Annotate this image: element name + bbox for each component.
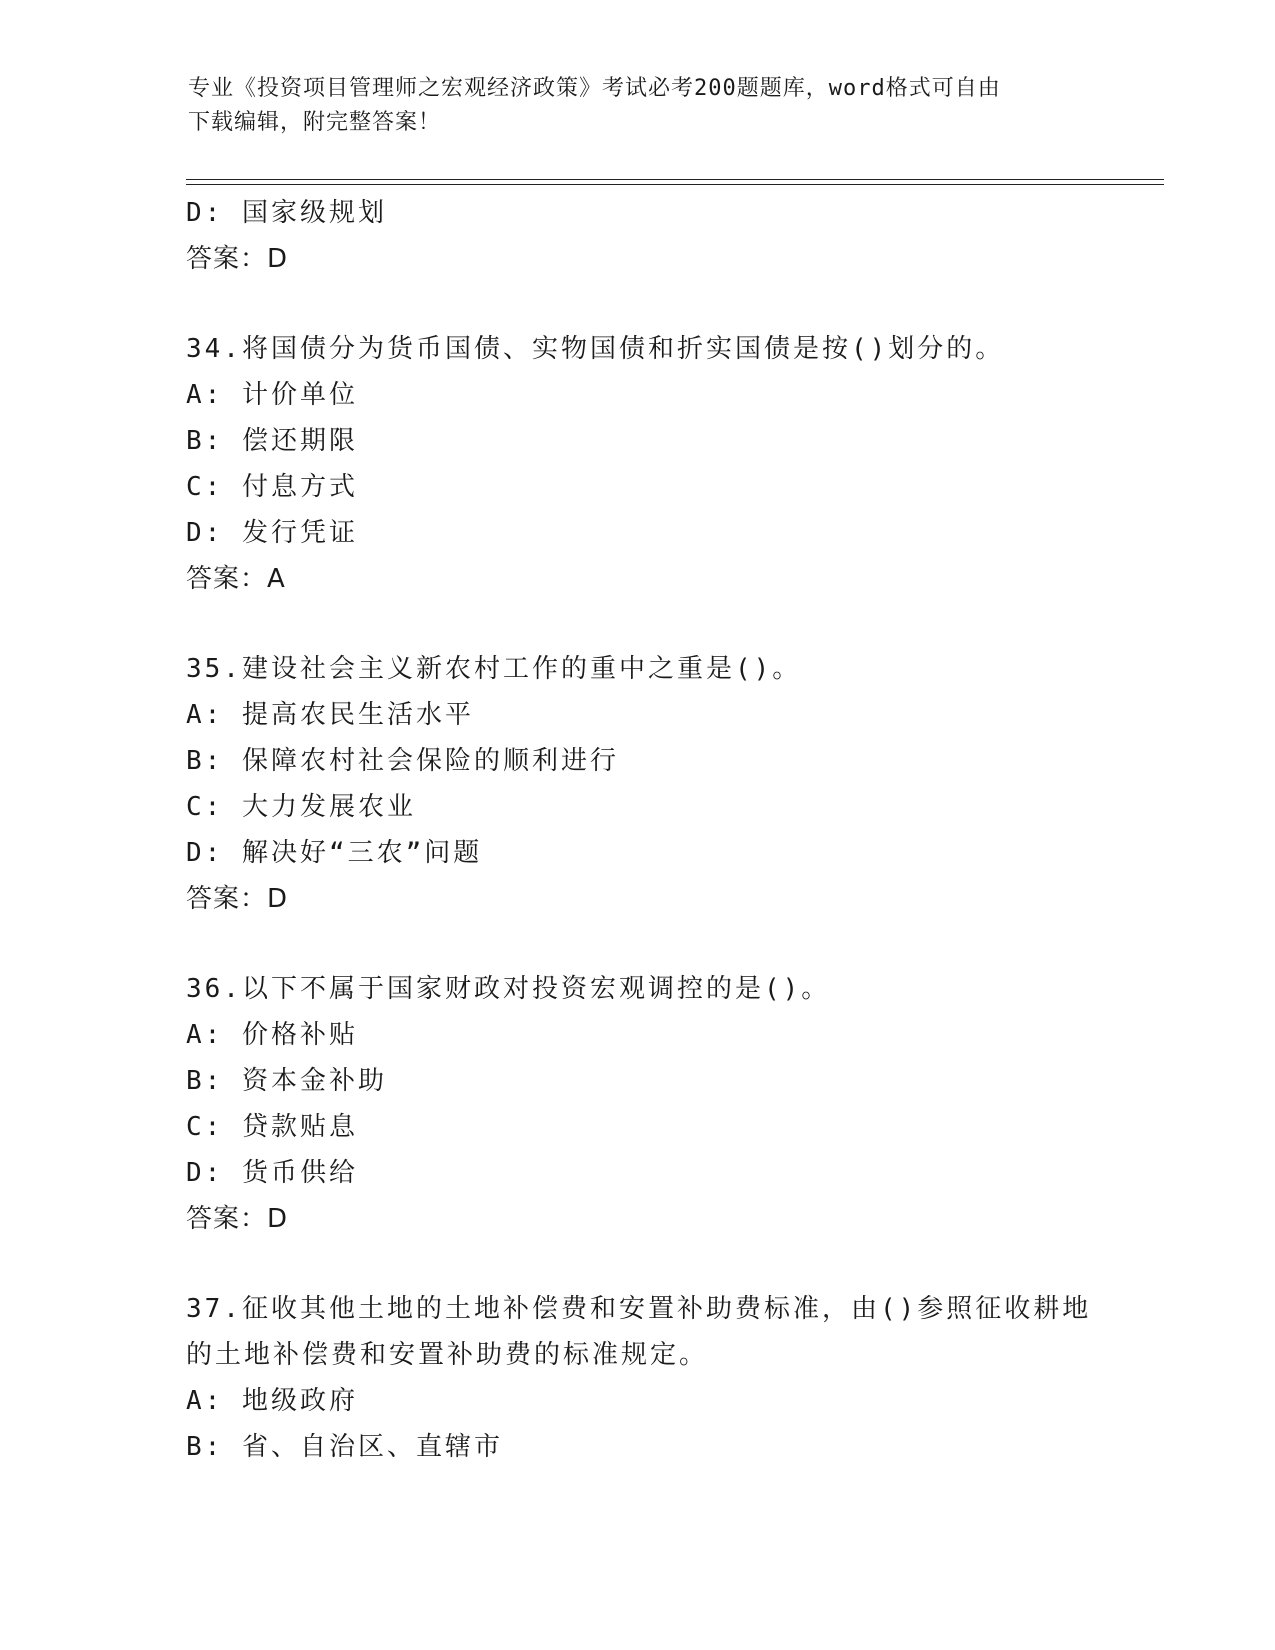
spacer bbox=[186, 282, 1086, 326]
question-stem: 36.以下不属于国家财政对投资宏观调控的是()。 bbox=[186, 974, 831, 1004]
option-a: A: 计价单位 bbox=[186, 380, 358, 410]
option-b: B: 省、自治区、直辖市 bbox=[186, 1432, 503, 1462]
option-d: D: 货币供给 bbox=[186, 1158, 358, 1188]
question-list bbox=[186, 190, 1092, 1470]
header-divider bbox=[186, 179, 1164, 185]
option-c: C: 大力发展农业 bbox=[186, 792, 416, 822]
option-b: B: 偿还期限 bbox=[186, 426, 358, 456]
page-header bbox=[188, 72, 1088, 140]
question-34 bbox=[186, 326, 1086, 602]
option-a: A: 提高农民生活水平 bbox=[186, 700, 474, 730]
option-a: A: 价格补贴 bbox=[186, 1020, 358, 1050]
question-stem-line-1: 37.征收其他土地的土地补偿费和安置补助费标准，由()参照征收耕地 bbox=[186, 1294, 1092, 1324]
option-b: B: 资本金补助 bbox=[186, 1066, 387, 1096]
option-d: D: 解决好“三农”问题 bbox=[186, 838, 483, 868]
header-title-line-1: 专业《投资项目管理师之宏观经济政策》考试必考200题题库，word格式可自由 bbox=[188, 76, 1001, 101]
spacer bbox=[186, 602, 1086, 646]
option-d: D: 发行凭证 bbox=[186, 518, 358, 548]
question-stem: 35.建设社会主义新农村工作的重中之重是()。 bbox=[186, 654, 802, 684]
question-stem-line-2: 的土地补偿费和安置补助费的标准规定。 bbox=[186, 1340, 709, 1370]
spacer bbox=[186, 922, 1086, 966]
option-c: C: 付息方式 bbox=[186, 472, 358, 502]
answer-line: 答案：A bbox=[186, 564, 286, 594]
question-37 bbox=[186, 1286, 1092, 1470]
option-d: D: 国家级规划 bbox=[186, 198, 387, 228]
question-36 bbox=[186, 966, 1086, 1242]
option-b: B: 保障农村社会保险的顺利进行 bbox=[186, 746, 619, 776]
option-a: A: 地级政府 bbox=[186, 1386, 358, 1416]
spacer bbox=[186, 1242, 1086, 1286]
answer-line: 答案：D bbox=[186, 244, 289, 274]
answer-line: 答案：D bbox=[186, 1204, 289, 1234]
question-stem: 34.将国债分为货币国债、实物国债和折实国债是按()划分的。 bbox=[186, 334, 1005, 364]
answer-line: 答案：D bbox=[186, 884, 289, 914]
question-35 bbox=[186, 646, 1086, 922]
option-c: C: 贷款贴息 bbox=[186, 1112, 358, 1142]
header-title-line-2: 下载编辑，附完整答案！ bbox=[188, 110, 442, 135]
